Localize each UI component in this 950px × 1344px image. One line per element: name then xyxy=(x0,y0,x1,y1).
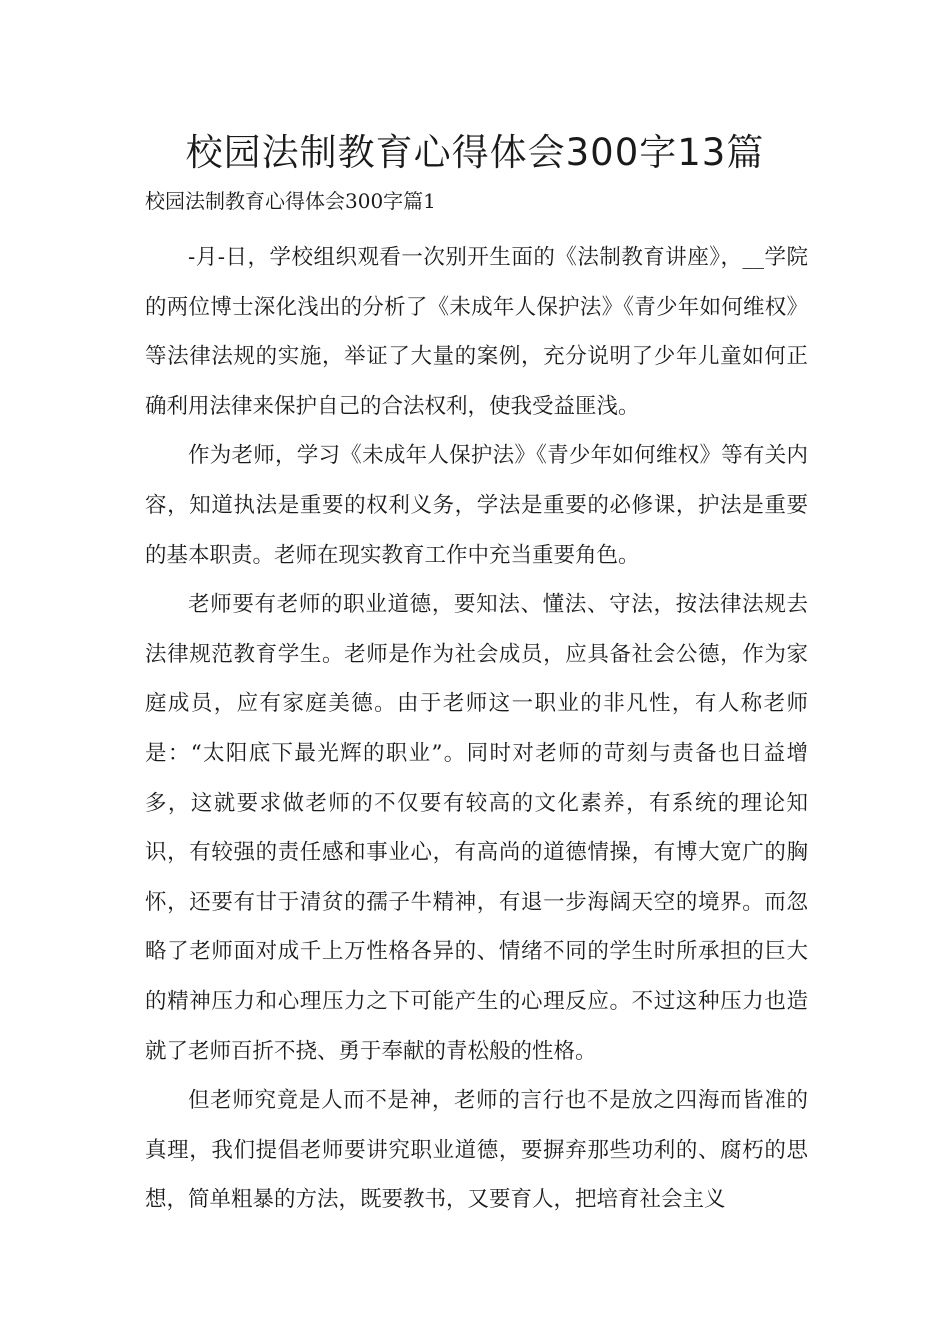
paragraph: 但老师究竟是人而不是神，老师的言行也不是放之四海而皆准的真理，我们提倡老师要讲究职业道德，要摒弃那些功利的、腐朽的思想，简单粗暴的方法，既要教书，又要育人，把培育社会主义 xyxy=(145,1088,808,1213)
paragraph: -月-日，学校组织观看一次别开生面的《法制教育讲座》，__学院的两位博士深化浅出的分析了《未成年人保护法》《青少年如何维权》等法律法规的实施，举证了大量的案例，充分说明了少年儿童如何正确利用法律来保护自己的合法权利，使我受益匪浅。 xyxy=(145,245,808,419)
document-body xyxy=(145,233,808,1225)
paragraph: 作为老师，学习《未成年人保护法》《青少年如何维权》等有关内容，知道执法是重要的权利义务，学法是重要的必修课，护法是重要的基本职责。老师在现实教育工作中充当重要角色。 xyxy=(145,443,808,568)
document-title: 校园法制教育心得体会300字13篇 xyxy=(185,131,765,174)
paragraph: 老师要有老师的职业道德，要知法、懂法、守法，按法律法规去法律规范教育学生。老师是作为社会成员，应具备社会公德，作为家庭成员，应有家庭美德。由于老师这一职业的非凡性，有人称老师是：“太阳底下最光辉的职业”。同时对老师的苛刻与责备也日益增多，这就要求做老师的不仅要有较高的文化素养，有系统的理论知识，有较强的责任感和事业心，有高尚的道德情操，有博大宽广的胸怀，还要有甘于清贫的孺子牛精神，有退一步海阔天空的境界。而忽略了老师面对成千上万性格各异的、情绪不同的学生时所承担的巨大的精神压力和心理压力之下可能产生的心理反应。不过这种压力也造就了老师百折不挠、勇于奉献的青松般的性格。 xyxy=(145,592,808,1064)
section-heading: 校园法制教育心得体会300字篇1 xyxy=(145,189,436,213)
